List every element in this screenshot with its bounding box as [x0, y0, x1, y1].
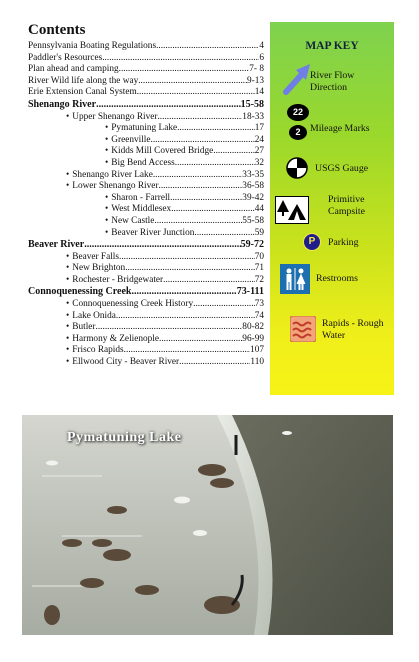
leader-dots — [163, 275, 255, 287]
toc-label: Kidds Mill Covered Bridge — [111, 146, 214, 157]
toc-row — [28, 41, 264, 53]
toc-row — [28, 123, 264, 135]
toc-row — [28, 228, 264, 240]
bullet-icon: • — [105, 157, 109, 168]
toc-page: 6 — [259, 52, 264, 63]
mileage-2-icon: 2 — [289, 125, 307, 140]
toc-page: 44 — [254, 204, 264, 215]
leader-dots — [137, 87, 255, 99]
leader-dots — [124, 345, 250, 357]
leader-dots — [159, 181, 243, 193]
leader-dots — [156, 41, 259, 53]
toc-row — [28, 263, 264, 275]
leader-dots — [138, 76, 247, 88]
toc-page: 96-99 — [242, 333, 264, 344]
toc-label: Beaver Falls — [72, 251, 119, 262]
toc-page: 59-72 — [240, 239, 264, 251]
bullet-icon: • — [66, 310, 70, 321]
toc-label: West Middlesex — [111, 204, 172, 215]
toc-label: Plan ahead and camping — [28, 64, 119, 75]
toc-label: New Brighton — [72, 263, 126, 274]
campsite-label: Primitive Campsite — [328, 194, 366, 217]
bullet-icon: • — [66, 333, 70, 344]
leader-dots — [96, 99, 241, 112]
usgs-gauge-icon — [286, 157, 308, 179]
bullet-icon: • — [66, 322, 70, 333]
table-of-contents — [28, 22, 264, 369]
toc-row — [28, 181, 264, 193]
toc-row — [28, 334, 264, 346]
toc-page: 18-33 — [242, 111, 264, 122]
parking-label: Parking — [328, 237, 359, 248]
leader-dots — [157, 112, 242, 124]
toc-label: Shenango River Lake — [72, 169, 153, 180]
toc-row — [28, 275, 264, 287]
leader-dots — [84, 239, 240, 252]
toc-row — [28, 216, 264, 228]
mileage-marks-label: Mileage Marks — [310, 123, 370, 134]
toc-row — [28, 252, 264, 264]
toc-page: 4 — [259, 41, 264, 51]
usgs-gauge-label: USGS Gauge — [315, 163, 369, 174]
leader-dots — [170, 193, 242, 205]
toc-label: Butler — [72, 322, 96, 333]
toc-page: 73-111 — [236, 286, 264, 298]
river-flow-label: River Flow Direction — [310, 70, 355, 93]
toc-page: 55-58 — [242, 215, 264, 226]
leader-dots — [159, 334, 242, 346]
toc-row — [28, 170, 264, 182]
toc-page: 27 — [254, 146, 264, 157]
toc-section-row — [28, 239, 264, 252]
toc-row — [28, 87, 264, 99]
leader-dots — [119, 64, 250, 76]
bullet-icon: • — [66, 274, 70, 285]
toc-section-row — [28, 99, 264, 112]
toc-row — [28, 146, 264, 158]
toc-row — [28, 311, 264, 323]
toc-page: 72 — [254, 274, 264, 285]
toc-page: 15-58 — [240, 98, 264, 110]
toc-page: 71 — [254, 263, 264, 274]
leader-dots — [213, 146, 254, 158]
bullet-icon: • — [105, 192, 109, 203]
toc-label: Pymatuning Lake — [111, 123, 178, 134]
toc-label: Harmony & Zelienople — [72, 333, 160, 344]
toc-label: Sharon - Farrell — [111, 192, 171, 203]
toc-label: Lake Onida — [72, 310, 116, 321]
toc-page: 36-58 — [242, 181, 264, 192]
bullet-icon: • — [105, 215, 109, 226]
toc-label: Beaver River — [28, 239, 85, 251]
leader-dots — [194, 228, 254, 240]
toc-page: 9-13 — [246, 75, 264, 86]
toc-row — [28, 158, 264, 170]
toc-label: Frisco Rapids — [72, 345, 124, 356]
toc-page: 73 — [254, 299, 264, 310]
leader-dots — [116, 311, 255, 323]
bullet-icon: • — [66, 169, 70, 180]
toc-label: Beaver River Junction — [111, 227, 195, 238]
toc-label: Greenville — [111, 134, 151, 145]
toc-label: Lower Shenango River — [72, 181, 159, 192]
toc-row — [28, 53, 264, 65]
toc-label: Pennsylvania Boating Regulations — [28, 41, 157, 51]
leader-dots — [151, 135, 255, 147]
restrooms-label: Restrooms — [316, 273, 358, 284]
restrooms-icon — [280, 264, 310, 294]
toc-section-row — [28, 286, 264, 299]
toc-page: 7- 8 — [249, 64, 264, 75]
toc-label: Paddler's Resources — [28, 52, 103, 63]
leader-dots — [179, 357, 250, 369]
toc-label: Rochester - Bridgewater — [72, 274, 164, 285]
toc-page: 24 — [254, 134, 264, 145]
toc-row — [28, 135, 264, 147]
toc-row — [28, 112, 264, 124]
toc-row — [28, 204, 264, 216]
bullet-icon: • — [105, 134, 109, 145]
map-key-panel — [270, 22, 394, 395]
bullet-icon: • — [105, 146, 109, 157]
toc-label: Upper Shenango River — [72, 111, 158, 122]
toc-page: 33-35 — [242, 169, 264, 180]
toc-label: Connoquenessing Creek — [28, 286, 132, 298]
bullet-icon: • — [66, 251, 70, 262]
photo-title: Pymatuning Lake — [67, 430, 182, 445]
toc-label: Shenango River — [28, 98, 97, 110]
rapids-label: Rapids - Rough Water — [322, 318, 384, 341]
toc-row — [28, 322, 264, 334]
toc-row — [28, 299, 264, 311]
bullet-icon: • — [105, 227, 109, 238]
bullet-icon: • — [66, 357, 70, 368]
toc-row — [28, 193, 264, 205]
toc-row — [28, 76, 264, 88]
bullet-icon: • — [66, 111, 70, 122]
leader-dots — [131, 286, 236, 299]
toc-page: 32 — [254, 157, 264, 168]
toc-page: 39-42 — [242, 192, 264, 203]
toc-page: 110 — [250, 357, 264, 368]
toc-page: 80-82 — [242, 322, 264, 333]
parking-icon: P — [303, 233, 321, 251]
leader-dots — [175, 158, 255, 170]
leader-dots — [102, 53, 259, 65]
lake-photo-illustration — [22, 415, 393, 635]
toc-row — [28, 357, 264, 369]
leader-dots — [171, 204, 255, 216]
leader-dots — [177, 123, 255, 135]
toc-row — [28, 64, 264, 76]
map-key-title: MAP KEY — [305, 40, 359, 52]
leader-dots — [154, 216, 242, 228]
toc-label: Ellwood City - Beaver River — [72, 357, 180, 368]
bullet-icon: • — [66, 299, 70, 310]
toc-page: 107 — [250, 345, 264, 356]
toc-label: River Wild life along the way — [28, 75, 139, 86]
toc-list — [28, 41, 264, 369]
pymatuning-lake-photo — [22, 415, 393, 635]
mileage-22-icon: 22 — [287, 104, 309, 121]
rapids-icon — [290, 316, 316, 342]
toc-page: 74 — [254, 310, 264, 321]
toc-label: Erie Extension Canal System — [28, 87, 137, 98]
campsite-icon — [275, 196, 309, 224]
leader-dots — [193, 299, 255, 311]
toc-page: 17 — [254, 123, 264, 134]
toc-label: New Castle — [111, 215, 155, 226]
toc-label: Connoquenessing Creek History — [72, 299, 194, 310]
toc-page: 70 — [254, 251, 264, 262]
bullet-icon: • — [105, 204, 109, 215]
toc-page: 14 — [254, 87, 264, 98]
leader-dots — [153, 170, 242, 182]
contents-title: Contents — [28, 22, 86, 38]
toc-label: Big Bend Access — [111, 157, 175, 168]
leader-dots — [119, 252, 255, 264]
leader-dots — [96, 322, 243, 334]
toc-page: 59 — [254, 227, 264, 238]
bullet-icon: • — [105, 123, 109, 134]
toc-row — [28, 345, 264, 357]
bullet-icon: • — [66, 345, 70, 356]
leader-dots — [125, 263, 255, 275]
bullet-icon: • — [66, 181, 70, 192]
bullet-icon: • — [66, 263, 70, 274]
